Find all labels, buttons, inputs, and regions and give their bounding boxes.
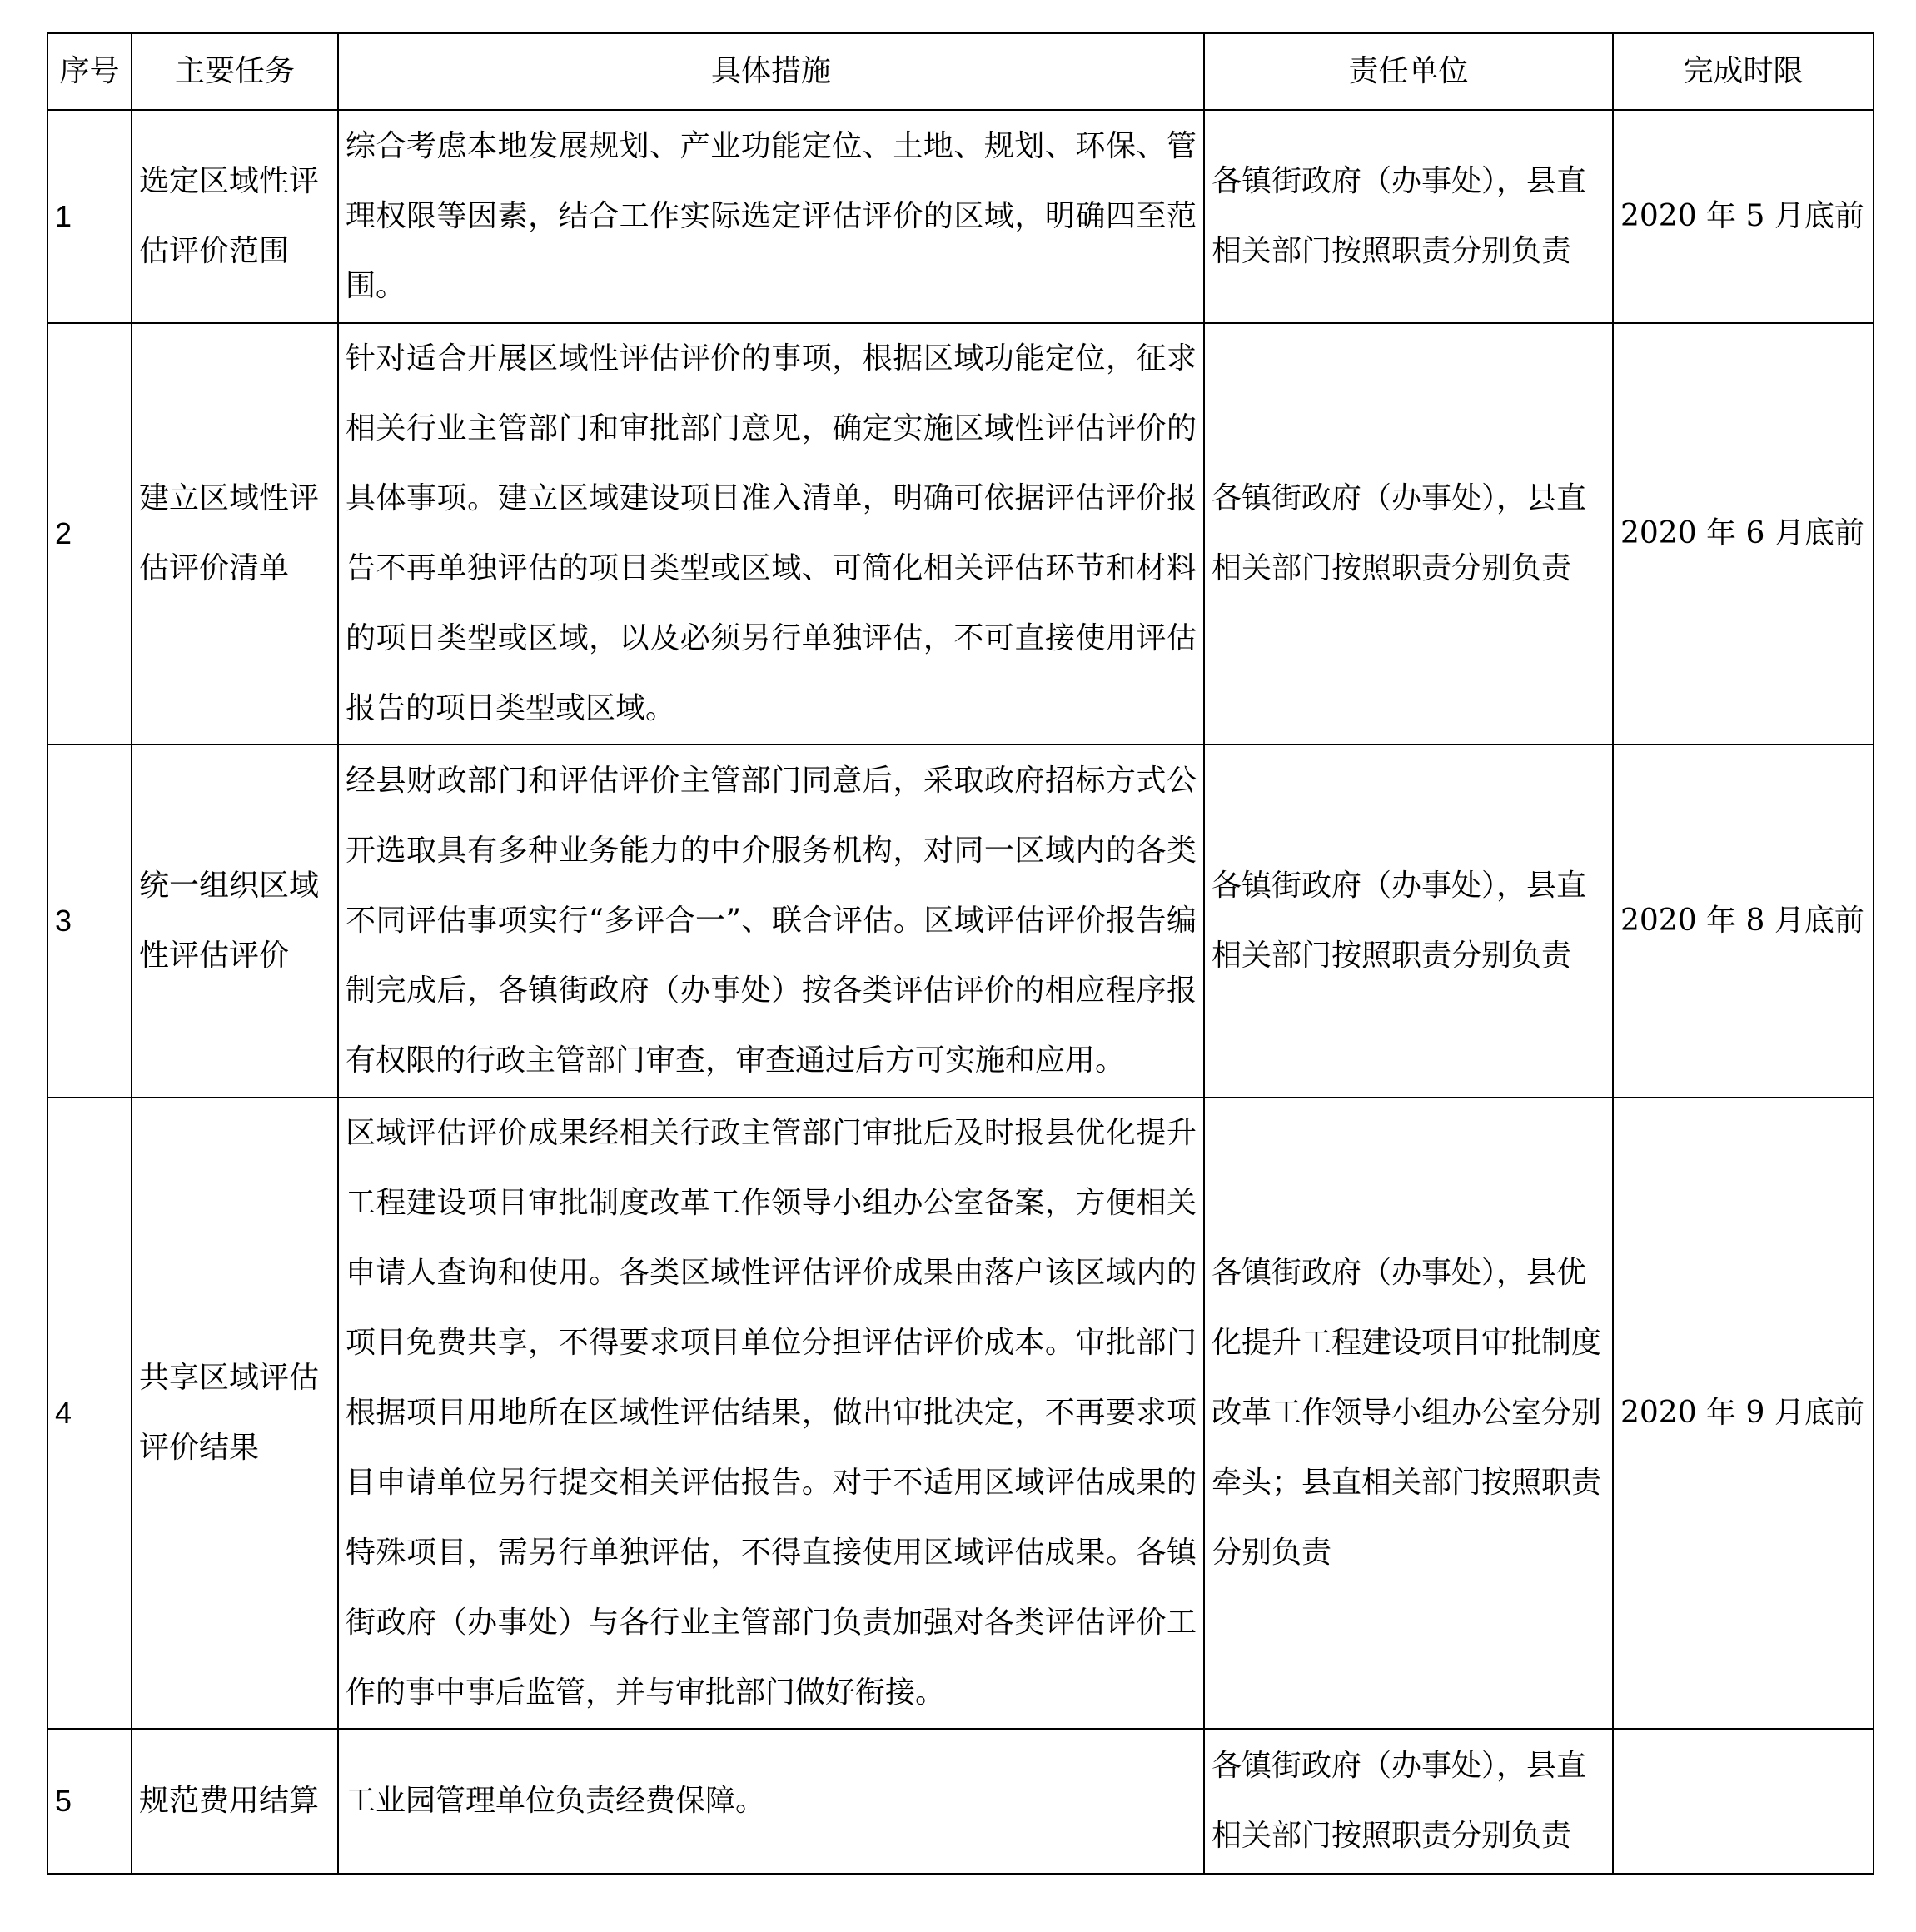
table-row [47,1729,1874,1874]
table-row [47,110,1874,323]
task-table [47,32,1874,1875]
row-deadline [1613,1729,1874,1874]
header-deadline: 完成时限 [1613,33,1874,110]
row-task: 规范费用结算 [132,1729,338,1874]
row-deadline: 2020 年 5 月底前 [1613,110,1874,323]
row-task: 选定区域性评估评价范围 [132,110,338,323]
row-unit: 各镇街政府（办事处），县直相关部门按照职责分别负责 [1204,744,1613,1098]
header-row [47,33,1874,110]
row-num: 5 [47,1729,132,1874]
header-unit: 责任单位 [1204,33,1613,110]
row-num: 2 [47,323,132,744]
row-num: 4 [47,1098,132,1729]
row-deadline: 2020 年 9 月底前 [1613,1098,1874,1729]
header-measure: 具体措施 [338,33,1204,110]
table-row [47,323,1874,744]
row-measure: 区域评估评价成果经相关行政主管部门审批后及时报县优化提升工程建设项目审批制度改革工作领导小组办公室备案，方便相关申请人查询和使用。各类区域性评估评价成果由落户该区域内的项目免费共享，不得要求项目单位分担评估评价成本。审批部门根据项目用地所在区域性评估结果，做出审批决定，不再要求项目申请单位另行提交相关评估报告。对于不适用区域评估成果的特殊项目，需另行单独评估，不得直接使用区域评估成果。各镇街政府（办事处）与各行业主管部门负责加强对各类评估评价工作的事中事后监管，并与审批部门做好衔接。 [338,1098,1204,1729]
row-unit: 各镇街政府（办事处），县直相关部门按照职责分别负责 [1204,323,1613,744]
row-num: 3 [47,744,132,1098]
table-row [47,744,1874,1098]
row-deadline: 2020 年 6 月底前 [1613,323,1874,744]
row-deadline: 2020 年 8 月底前 [1613,744,1874,1098]
row-unit: 各镇街政府（办事处），县优化提升工程建设项目审批制度改革工作领导小组办公室分别牵头；县直相关部门按照职责分别负责 [1204,1098,1613,1729]
row-task: 共享区域评估评价结果 [132,1098,338,1729]
header-task: 主要任务 [132,33,338,110]
row-task: 建立区域性评估评价清单 [132,323,338,744]
row-measure: 针对适合开展区域性评估评价的事项，根据区域功能定位，征求相关行业主管部门和审批部门意见，确定实施区域性评估评价的具体事项。建立区域建设项目准入清单，明确可依据评估评价报告不再单独评估的项目类型或区域、可简化相关评估环节和材料的项目类型或区域，以及必须另行单独评估，不可直接使用评估报告的项目类型或区域。 [338,323,1204,744]
row-unit: 各镇街政府（办事处），县直相关部门按照职责分别负责 [1204,110,1613,323]
row-task: 统一组织区域性评估评价 [132,744,338,1098]
row-unit: 各镇街政府（办事处），县直相关部门按照职责分别负责 [1204,1729,1613,1874]
row-measure: 综合考虑本地发展规划、产业功能定位、土地、规划、环保、管理权限等因素，结合工作实际选定评估评价的区域，明确四至范围。 [338,110,1204,323]
header-num: 序号 [47,33,132,110]
row-measure: 经县财政部门和评估评价主管部门同意后，采取政府招标方式公开选取具有多种业务能力的中介服务机构，对同一区域内的各类不同评估事项实行“多评合一”、联合评估。区域评估评价报告编制完成后，各镇街政府（办事处）按各类评估评价的相应程序报有权限的行政主管部门审查，审查通过后方可实施和应用。 [338,744,1204,1098]
row-measure: 工业园管理单位负责经费保障。 [338,1729,1204,1874]
table-row [47,1098,1874,1729]
row-num: 1 [47,110,132,323]
